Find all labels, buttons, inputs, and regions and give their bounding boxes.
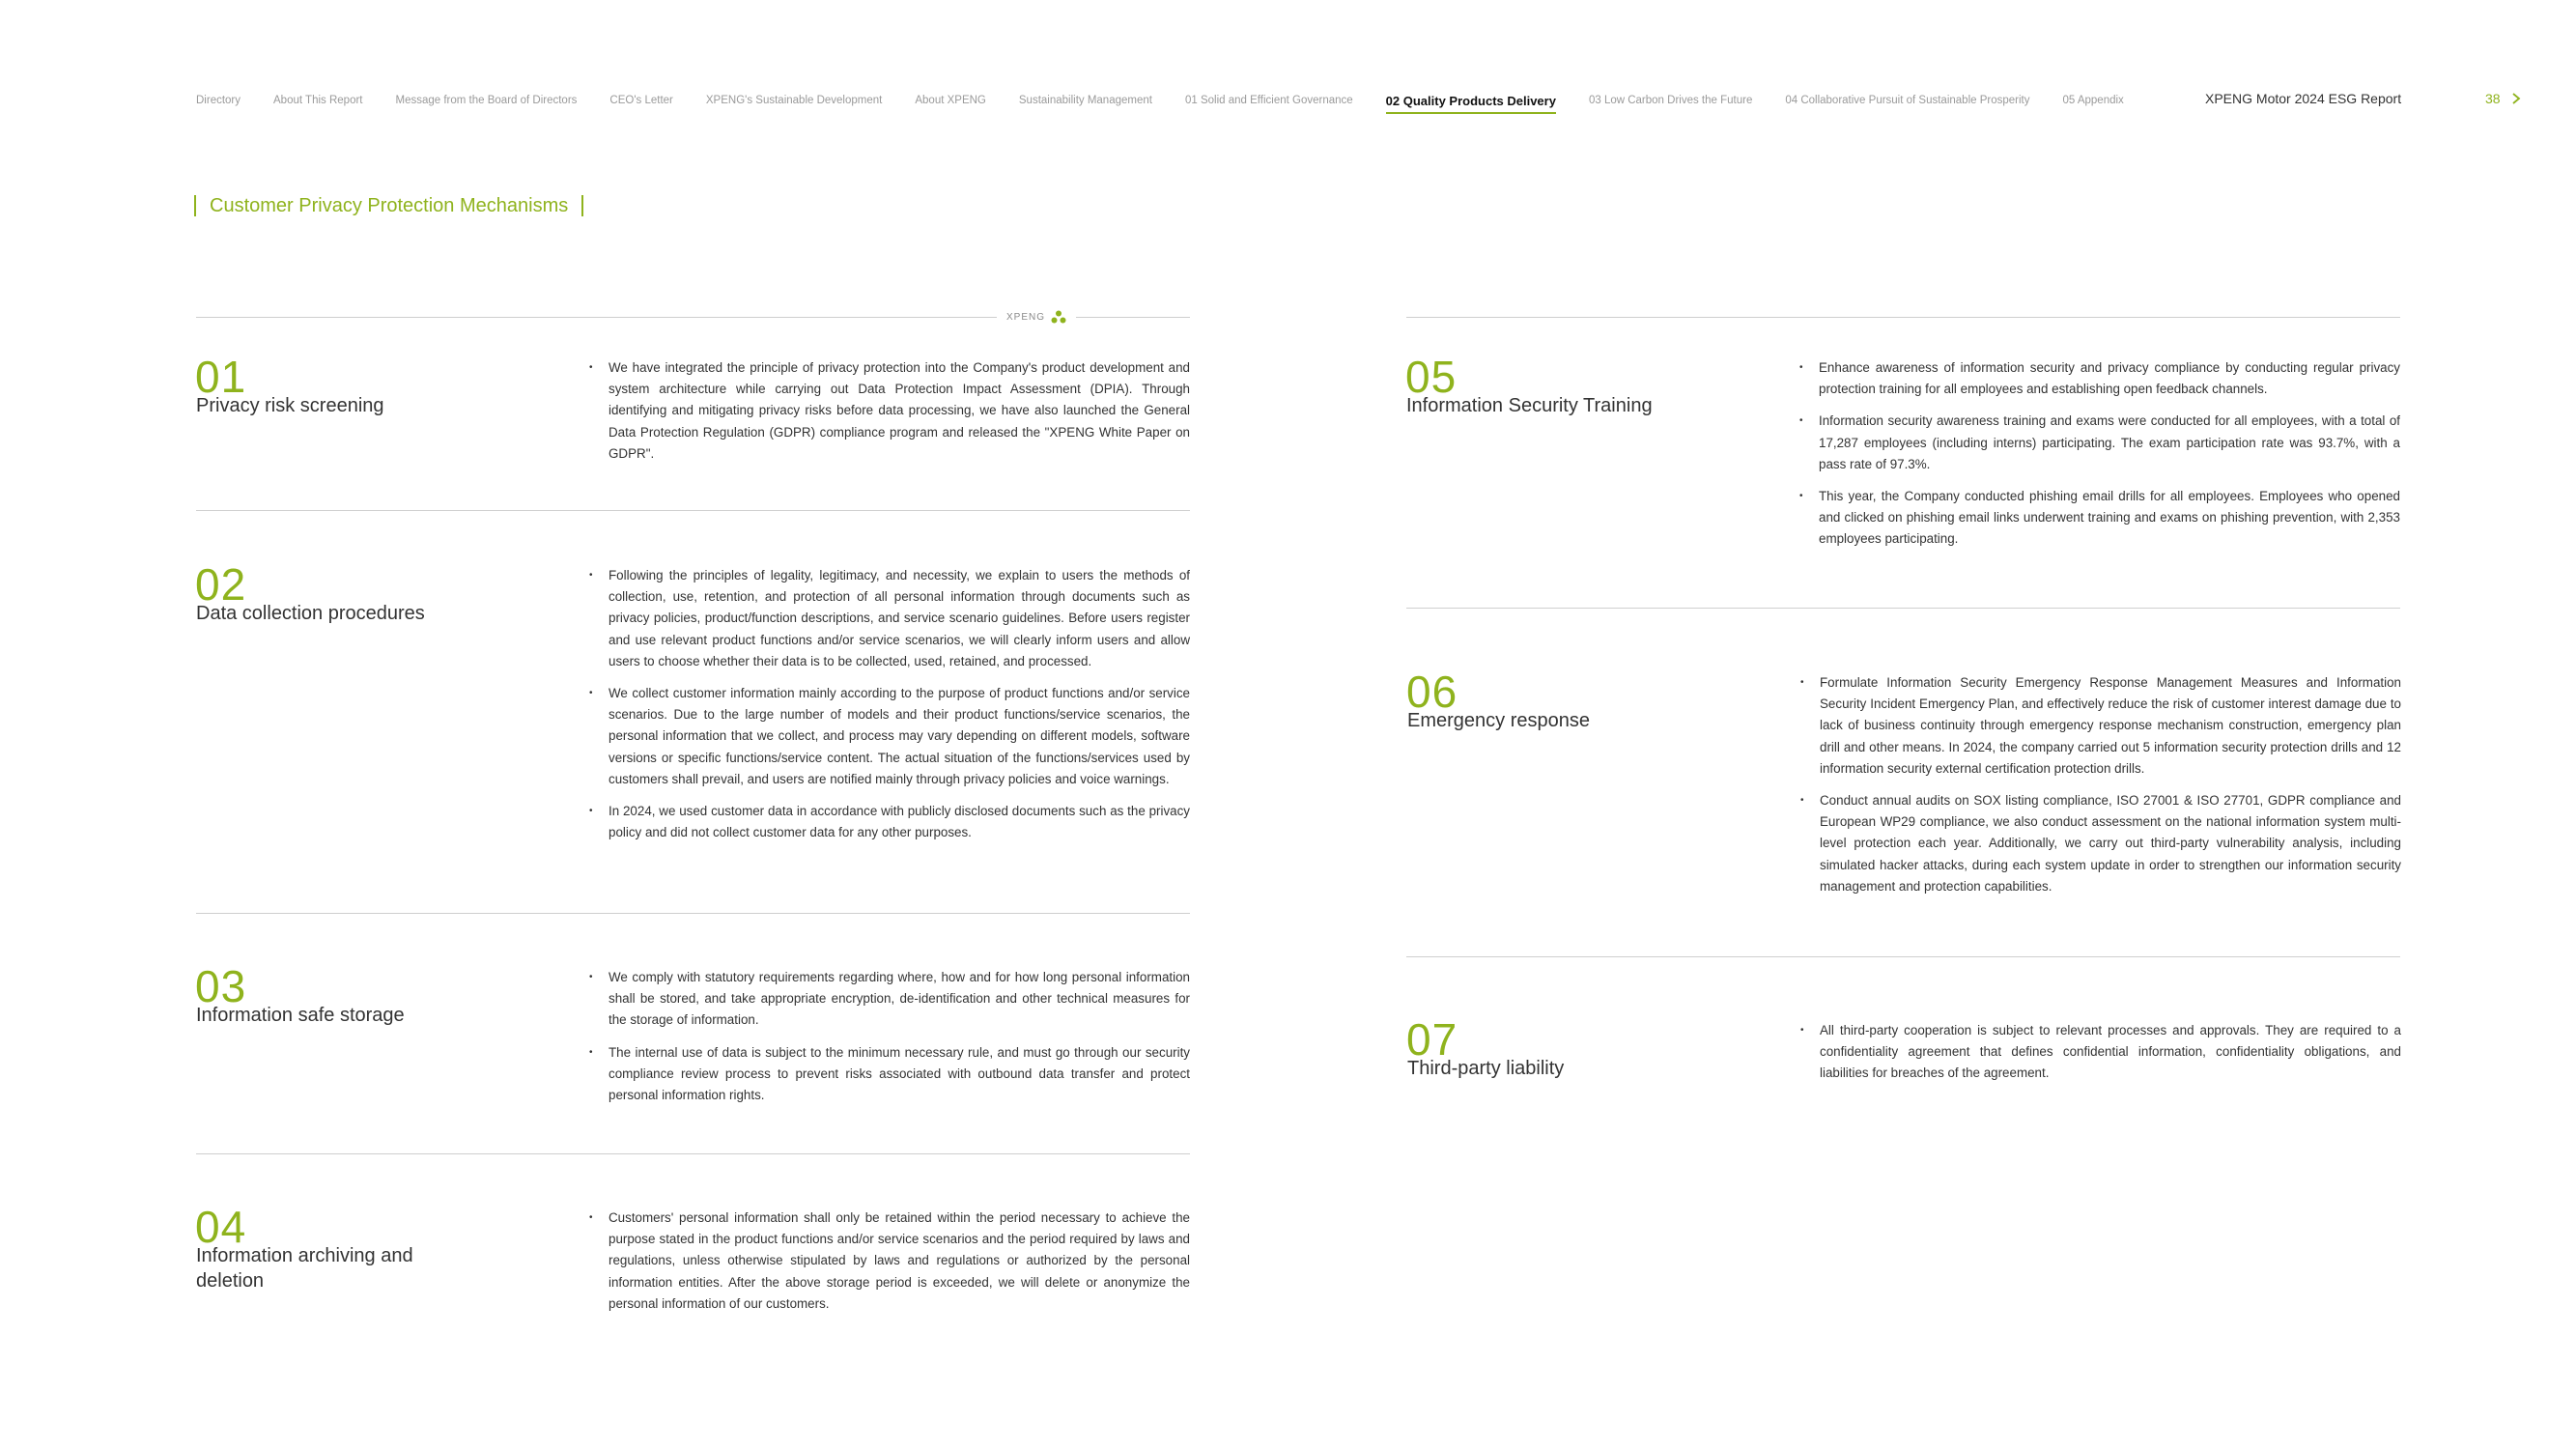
report-title: XPENG Motor 2024 ESG Report [2205, 91, 2402, 106]
block-title: Data collection procedures [196, 603, 425, 624]
bullet-item: • In 2024, we used customer data in accordance with publicly disclosed documents such as the privacy policy and did not collect customer data for any other purposes. [587, 801, 1190, 843]
page-number: 38 [2485, 91, 2501, 106]
bullet-list [587, 565, 1190, 854]
divider-left-3 [196, 1153, 1190, 1154]
block-number: 05 [1405, 352, 1458, 402]
block-number: 07 [1406, 1014, 1458, 1065]
block-title: Emergency response [1407, 710, 1590, 731]
nav-item-board-message[interactable]: Message from the Board of Directors [395, 95, 578, 106]
chevron-right-icon[interactable] [2509, 90, 2523, 107]
bullet-item: • We comply with statutory requirements regarding where, how and for how long personal information shall be stored, and take appropriate encryption, de-identification and other technical measures for the storage of information. [587, 967, 1190, 1032]
block-number: 06 [1406, 667, 1458, 717]
bullet-list [587, 357, 1190, 475]
divider-right-1 [1406, 608, 2400, 609]
nav-item-about-xpeng[interactable]: About XPENG [915, 95, 986, 106]
bullet-item: • Conduct annual audits on SOX listing compliance, ISO 27001 & ISO 27701, GDPR compliance and European WP29 compliance, we also conduct assessment on the national information system multi-level protection each year. Additionally, we carry out third-party vulnerability analysis, including simulated hacker attacks, during each system update in order to strengthen our information security management and protection capabilities. [1798, 790, 2401, 897]
bullet-item: • Information security awareness training and exams were conducted for all employees, with a total of 17,287 employees (including interns) participating. The exam participation rate was 93.7%, with a pass rate of 97.3%. [1798, 411, 2400, 475]
divider-left-1 [196, 510, 1190, 511]
top-navigation [196, 89, 2537, 112]
section-title [194, 195, 583, 216]
nav-item-governance[interactable]: 01 Solid and Efficient Governance [1184, 95, 1353, 106]
bullet-list [587, 967, 1190, 1117]
bullet-item: • Customers' personal information shall only be retained within the period necessary to achieve the purpose stated in the product functions and/or service scenarios and the period required by laws and regulations, unless otherwise stipulated by laws and regulations or authorized by the personal information entities. After the above storage period is exceeded, we will delete or anonymize the personal information of our customers. [587, 1208, 1190, 1315]
bullet-item: • The internal use of data is subject to the minimum necessary rule, and must go through our security compliance review process to prevent risks associated with outbound data transfer and protect personal information rights. [587, 1042, 1190, 1107]
block-number: 04 [195, 1202, 247, 1252]
bullet-list [587, 1208, 1190, 1325]
bullet-item: • Following the principles of legality, legitimacy, and necessity, we explain to users the methods of collection, use, retention, and protection of all personal information through documents such as privacy policies, product/function descriptions, and service scenario guidelines. Before users register and use relevant product functions and/or service scenarios, we will clearly inform users and allow users to choose whether their data is to be collected, used, retained, and processed. [587, 565, 1190, 672]
xpeng-logo-icon [1051, 310, 1066, 324]
logo-text: XPENG [1006, 311, 1046, 323]
block-number: 03 [195, 961, 247, 1011]
block-number: 01 [195, 352, 247, 402]
section-title-text: Customer Privacy Protection Mechanisms [210, 194, 569, 216]
bullet-list [1798, 1020, 2401, 1095]
bullet-item: • All third-party cooperation is subject to relevant processes and approvals. They are required to a confidentiality agreement that defines confidential information, confidentiality obligations, and liabilities for breaches of the agreement. [1798, 1020, 2401, 1085]
divider-top-right [1406, 317, 2400, 318]
bullet-item: • We collect customer information mainly according to the purpose of product functions and/or service scenarios. Due to the large number of models and their product functions/service scenarios, the personal information that we collect, and process may vary depending on different models, software versions or specific functions/service content. The actual situation of the functions/services used by customers shall prevail, and users are notified mainly through privacy policies and voice warnings. [587, 683, 1190, 790]
divider-right-2 [1406, 956, 2400, 957]
divider-left-2 [196, 913, 1190, 914]
nav-item-prosperity[interactable]: 04 Collaborative Pursuit of Sustainable Prosperity [1785, 95, 2030, 106]
bullet-item: • Enhance awareness of information security and privacy compliance by conducting regular privacy protection training for all employees and establishing open feedback channels. [1798, 357, 2400, 400]
bullet-item: • Formulate Information Security Emergency Response Management Measures and Information Security Incident Emergency Plan, and effectively reduce the risk of customer interest damage due to lack of business continuity through emergency response mechanism construction, emergency plan drill and other means. In 2024, the company carried out 5 information security protection drills and 12 information security external certification protection drills. [1798, 672, 2401, 780]
bullet-item: • This year, the Company conducted phishing email drills for all employees. Employees who opened and clicked on phishing email links underwent training and exams on phishing prevention, with 2,353 employees participating. [1798, 486, 2400, 551]
block-title: Privacy risk screening [196, 395, 384, 416]
nav-item-about-this-report[interactable]: About This Report [273, 95, 363, 106]
block-title: Information Security Training [1406, 395, 1653, 416]
bullet-list [1798, 672, 2401, 908]
nav-item-sustainable-development[interactable]: XPENG's Sustainable Development [705, 95, 883, 106]
xpeng-logo [997, 307, 1076, 327]
block-title: Third-party liability [1407, 1058, 1565, 1079]
block-number: 02 [195, 559, 247, 610]
nav-item-low-carbon[interactable]: 03 Low Carbon Drives the Future [1588, 95, 1753, 106]
nav-item-appendix[interactable]: 05 Appendix [2062, 95, 2124, 106]
bullet-list [1798, 357, 2400, 561]
block-title: Information safe storage [196, 1005, 405, 1026]
nav-item-quality-products[interactable]: 02 Quality Products Delivery [1385, 93, 1556, 108]
title-bar-right [581, 195, 583, 216]
nav-item-sustainability-management[interactable]: Sustainability Management [1018, 95, 1152, 106]
block-title: Information archiving and deletion [196, 1245, 413, 1292]
nav-item-directory[interactable]: Directory [196, 95, 241, 106]
nav-item-ceo-letter[interactable]: CEO's Letter [609, 95, 673, 106]
bullet-item: • We have integrated the principle of privacy protection into the Company's product development and system architecture while carrying out Data Protection Impact Assessment (DPIA). Through identifying and mitigating privacy risks before data processing, we have also launched the General Data Protection Regulation (GDPR) compliance program and released the "XPENG White Paper on GDPR". [587, 357, 1190, 465]
